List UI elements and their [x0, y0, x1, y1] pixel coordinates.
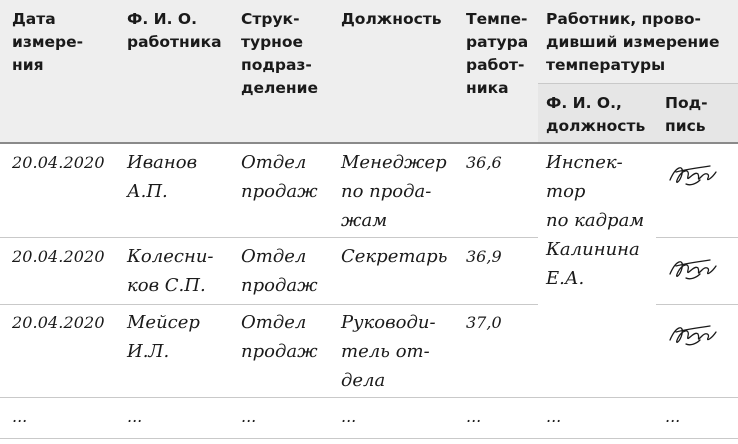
cell-date: 20.04.2020: [12, 313, 105, 332]
ellipsis-cell: ...: [12, 407, 28, 426]
cell-fio: Иванов А.П.: [127, 152, 198, 202]
signature-icon: [666, 320, 720, 350]
cell-position: Менеджер по прода- жам: [341, 152, 447, 231]
header-bottom-rule: [0, 142, 738, 144]
ellipsis-cell: ...: [341, 407, 357, 426]
table-bottom-rule: [0, 438, 738, 439]
header-fio: Ф. И. О. работника: [127, 10, 222, 51]
cell-position: Секретарь: [341, 246, 448, 267]
cell-department: Отдел продаж: [241, 312, 318, 362]
cell-department: Отдел продаж: [241, 152, 318, 202]
header-measurer: Работник, прово- дивший измерение температуры: [546, 10, 720, 74]
cell-date: 20.04.2020: [12, 153, 105, 172]
signature-icon: [666, 160, 720, 190]
row-divider: [656, 304, 738, 305]
cell-position: Руководи- тель от- дела: [341, 312, 436, 391]
cell-department: Отдел продаж: [241, 246, 318, 296]
row-divider: [0, 397, 738, 398]
cell-measurer-info: Инспек- тор по кадрам Калинина Е.А.: [546, 152, 645, 289]
cell-temperature: 36,9: [466, 247, 502, 266]
row-divider: [0, 237, 538, 238]
header-signature: Под- пись: [665, 94, 708, 135]
header-date: Дата измере- ния: [12, 10, 84, 74]
ellipsis-cell: ...: [241, 407, 257, 426]
signature-icon: [666, 254, 720, 284]
ellipsis-cell: ...: [466, 407, 482, 426]
cell-fio: Колесни- ков С.П.: [127, 246, 214, 296]
cell-fio: Мейсер И.Л.: [127, 312, 200, 362]
header-measurer-fio: Ф. И. О., должность: [546, 94, 646, 135]
cell-temperature: 36,6: [466, 153, 502, 172]
row-divider: [0, 304, 538, 305]
header-department: Струк- турное подраз- деление: [241, 10, 318, 97]
cell-date: 20.04.2020: [12, 247, 105, 266]
cell-temperature: 37,0: [466, 313, 502, 332]
row-divider: [656, 237, 738, 238]
ellipsis-cell: ...: [127, 407, 143, 426]
header-temperature: Темпе- ратура работ- ника: [466, 10, 529, 97]
ellipsis-cell: ...: [665, 407, 681, 426]
header-position: Должность: [341, 10, 442, 28]
subheader-divider: [538, 83, 738, 84]
ellipsis-cell: ...: [546, 407, 562, 426]
